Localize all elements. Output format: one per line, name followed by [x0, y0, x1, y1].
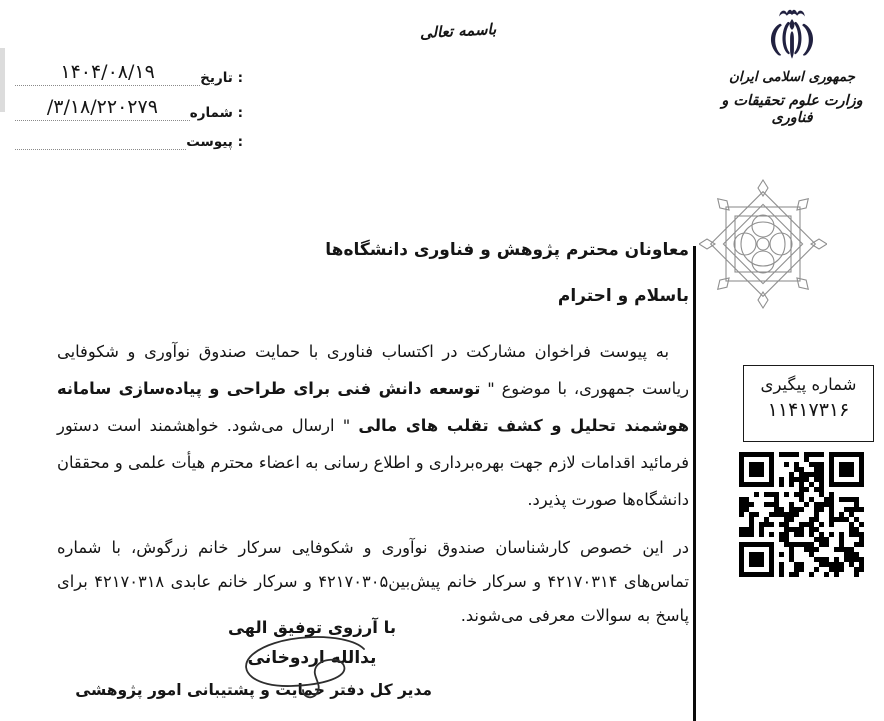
signatory-name: یدالله اردوخانی [247, 648, 377, 668]
paragraph-1-subject: توسعه دانش فنی برای طراحی و پیاده‌سازی سامانه هوشمند تحلیل و کشف تقلب های مالی [57, 379, 689, 435]
signatory-title: مدیر کل دفتر حمایت و پشتیبانی امور پژوهشی [75, 681, 432, 699]
letter-body [57, 240, 689, 633]
vertical-rule [693, 246, 696, 721]
tracking-number: ۱۱۴۱۷۳۱۶ [767, 399, 850, 421]
signature-salutation: با آرزوی توفیق الهی [227, 618, 397, 637]
gov-country-line: جمهوری اسلامی ایران [728, 69, 856, 85]
ornamental-seal-icon [699, 178, 827, 310]
number-label: شماره : [189, 105, 243, 121]
recipient-line: معاونان محترم پژوهش و فناوری دانشگاه‌ها [325, 240, 689, 260]
paragraph-1-post: " ارسال می‌شود. خواهشمند است دستور فرمائید اقدامات لازم جهت بهره‌برداری و اطلاع رسانی به اعضاء محترم هیأت علمی و محققان دانشگاه‌ها صورت پذیرد. [57, 416, 689, 509]
tracking-label: شماره پیگیری [760, 375, 857, 394]
salutation-line: باسلام و احترام [557, 286, 689, 306]
paragraph-1 [57, 333, 689, 518]
gov-ministry-line: وزارت علوم تحقیقات و فناوری [721, 92, 863, 126]
attachment-label: پیوست : [186, 134, 243, 150]
paragraph-2: در این خصوص کارشناسان صندوق نوآوری و شکوفایی سرکار خانم زرگوش، با شماره تماس‌های ۴۲۱۷۰۳۱۴ و سرکار خانم پیش‌بین۴۲۱۷۰۳۰۵ و سرکار خانم عابدی ۴۲۱۷۰۳۱۸ برای پاسخ به سوالات معرفی می‌شوند. [57, 538, 689, 625]
signature-scribble [236, 629, 394, 709]
attachment-dotted-line [15, 134, 186, 150]
besmele-calligraphy: باسمه تعالی [419, 20, 497, 42]
number-row [15, 95, 247, 121]
scan-artifact [0, 48, 5, 112]
qr-code [739, 452, 864, 577]
iran-emblem-icon [760, 6, 824, 64]
tracking-number-box [743, 365, 874, 442]
date-label: تاریخ : [200, 70, 243, 86]
government-header [708, 6, 876, 126]
date-value: ۱۴۰۴/۰۸/۱۹ [15, 60, 200, 86]
attachment-row [15, 134, 247, 150]
paragraph-1-pre: به پیوست فراخوان مشارکت در اکتساب فناوری با حمایت صندوق نوآوری و شکوفایی ریاست جمهوری، با موضوع " [57, 342, 689, 398]
number-value: /۳/۱۸/۲۲۰۲۷۹ [15, 95, 190, 121]
date-row [15, 60, 247, 86]
